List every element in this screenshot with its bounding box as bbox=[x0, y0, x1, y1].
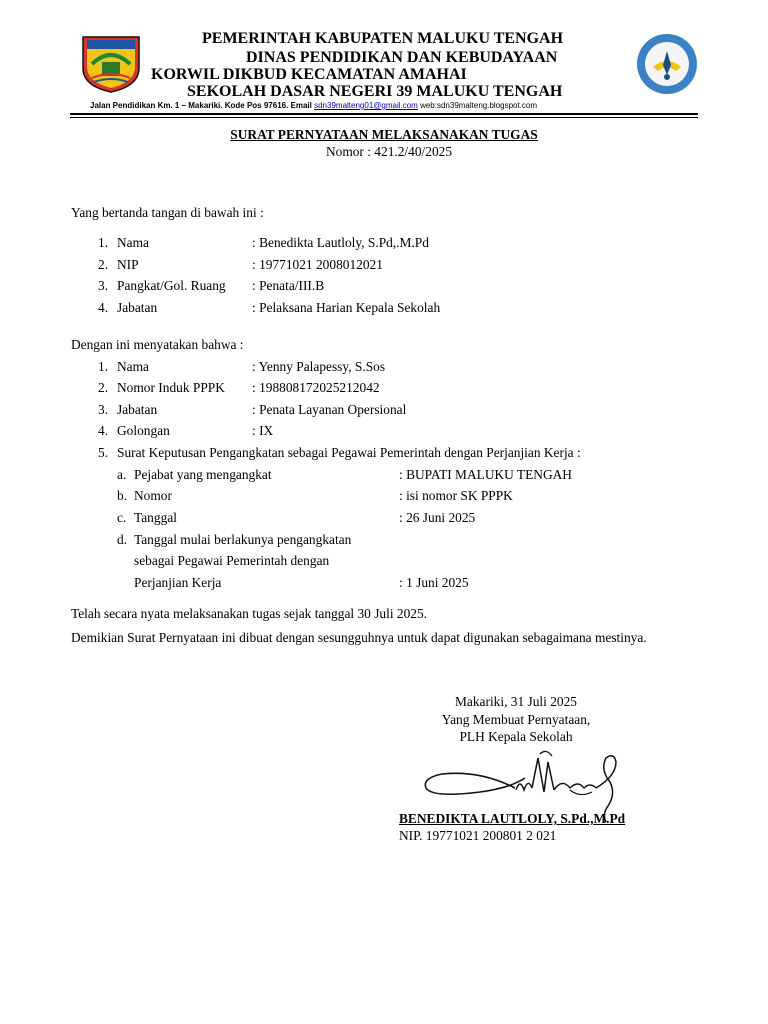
header-rule-thin bbox=[70, 117, 698, 118]
sk-item-label-b: Nomor bbox=[134, 488, 172, 503]
header-line-2: DINAS PENDIDIKAN DAN KEBUDAYAAN bbox=[246, 49, 558, 66]
signer-role: Yang Membuat Pernyataan, bbox=[441, 712, 591, 727]
signer-no-4: 4. bbox=[98, 300, 109, 315]
sk-item-label-c: Tanggal bbox=[134, 510, 177, 525]
subject-value-1: : Yenny Palapessy, S.Sos bbox=[252, 359, 386, 374]
subject-no-3: 3. bbox=[98, 402, 109, 417]
sk-item-value-c: : 26 Juni 2025 bbox=[399, 510, 476, 525]
document-number: Nomor : 421.2/40/2025 bbox=[325, 144, 453, 159]
signer-no-1: 1. bbox=[98, 235, 109, 250]
header-rule-thick bbox=[70, 113, 698, 115]
header-line-4: SEKOLAH DASAR NEGERI 39 MALUKU TENGAH bbox=[187, 83, 563, 100]
sk-no: 5. bbox=[98, 445, 109, 460]
signer-label-3: Pangkat/Gol. Ruang bbox=[117, 278, 226, 293]
header-line-1: PEMERINTAH KABUPATEN MALUKU TENGAH bbox=[202, 30, 564, 47]
signer-nip: NIP. 19771021 200801 2 021 bbox=[399, 828, 557, 843]
paragraph-2: Demikian Surat Pernyataan ini dibuat dengan sesungguhnya untuk dapat digunakan sebagaimana mestinya. bbox=[71, 630, 647, 645]
email-link[interactable]: sdn39malteng01@gmail.com bbox=[314, 101, 418, 110]
paragraph-1: Telah secara nyata melaksanakan tugas sejak tanggal 30 Juli 2025. bbox=[71, 606, 428, 621]
subject-value-4: : IX bbox=[252, 423, 274, 438]
signer-no-3: 3. bbox=[98, 278, 109, 293]
document-title: SURAT PERNYATAAN MELAKSANAKAN TUGAS bbox=[230, 127, 538, 142]
subject-label-3: Jabatan bbox=[117, 402, 158, 417]
address-text: Jalan Pendidikan Km. 1 – Makariki. Kode Pos 97616. Email bbox=[90, 101, 312, 110]
sk-item-value-d: : 1 Juni 2025 bbox=[399, 575, 469, 590]
subject-value-3: : Penata Layanan Opersional bbox=[252, 402, 407, 417]
sk-item-value-a: : BUPATI MALUKU TENGAH bbox=[399, 467, 572, 482]
intro-text: Yang bertanda tangan di bawah ini : bbox=[71, 205, 264, 220]
sk-item-no-d: d. bbox=[117, 532, 128, 547]
header-line-3: KORWIL DIKBUD KECAMATAN AMAHAI bbox=[151, 66, 467, 83]
school-address bbox=[90, 101, 537, 110]
subject-value-2: : 198808172025212042 bbox=[252, 380, 380, 395]
sk-item-label-d-line-2: sebagai Pegawai Pemerintah dengan bbox=[134, 553, 330, 568]
signer-label-2: NIP bbox=[117, 257, 139, 272]
web-text: web:sdn39malteng.blogspot.com bbox=[417, 101, 538, 110]
place-date: Makariki, 31 Juli 2025 bbox=[455, 694, 577, 709]
sk-item-no-b: b. bbox=[117, 488, 128, 503]
sk-item-label-d-line-3: Perjanjian Kerja bbox=[134, 575, 222, 590]
subject-no-2: 2. bbox=[98, 380, 109, 395]
signer-label-1: Nama bbox=[117, 235, 149, 250]
signer-value-1: : Benedikta Lautloly, S.Pd,.M.Pd bbox=[252, 235, 429, 250]
tut-wuri-handayani-icon bbox=[628, 31, 706, 97]
subject-label-1: Nama bbox=[117, 359, 149, 374]
subject-no-4: 4. bbox=[98, 423, 109, 438]
sk-item-label-d-line-1: Tanggal mulai berlakunya pengangkatan bbox=[134, 532, 352, 547]
signer-label-4: Jabatan bbox=[117, 300, 158, 315]
sk-label: Surat Keputusan Pengangkatan sebagai Pegawai Pemerintah dengan Perjanjian Kerja : bbox=[117, 445, 581, 460]
signer-value-2: : 19771021 2008012021 bbox=[252, 257, 383, 272]
signer-no-2: 2. bbox=[98, 257, 109, 272]
sk-item-value-b: : isi nomor SK PPPK bbox=[399, 488, 513, 503]
signer-value-3: : Penata/III.B bbox=[252, 278, 325, 293]
sk-item-label-a: Pejabat yang mengangkat bbox=[134, 467, 272, 482]
subject-label-2: Nomor Induk PPPK bbox=[117, 380, 225, 395]
declare-text: Dengan ini menyatakan bahwa : bbox=[71, 337, 244, 352]
signer-name: BENEDIKTA LAUTLOLY, S.Pd.,M.Pd bbox=[399, 811, 626, 826]
signer-value-4: : Pelaksana Harian Kepala Sekolah bbox=[252, 300, 441, 315]
maluku-tengah-crest-icon bbox=[80, 34, 142, 94]
subject-label-4: Golongan bbox=[117, 423, 170, 438]
sk-item-no-c: c. bbox=[117, 510, 127, 525]
sk-item-no-a: a. bbox=[117, 467, 127, 482]
signer-position: PLH Kepala Sekolah bbox=[459, 729, 573, 744]
subject-no-1: 1. bbox=[98, 359, 109, 374]
